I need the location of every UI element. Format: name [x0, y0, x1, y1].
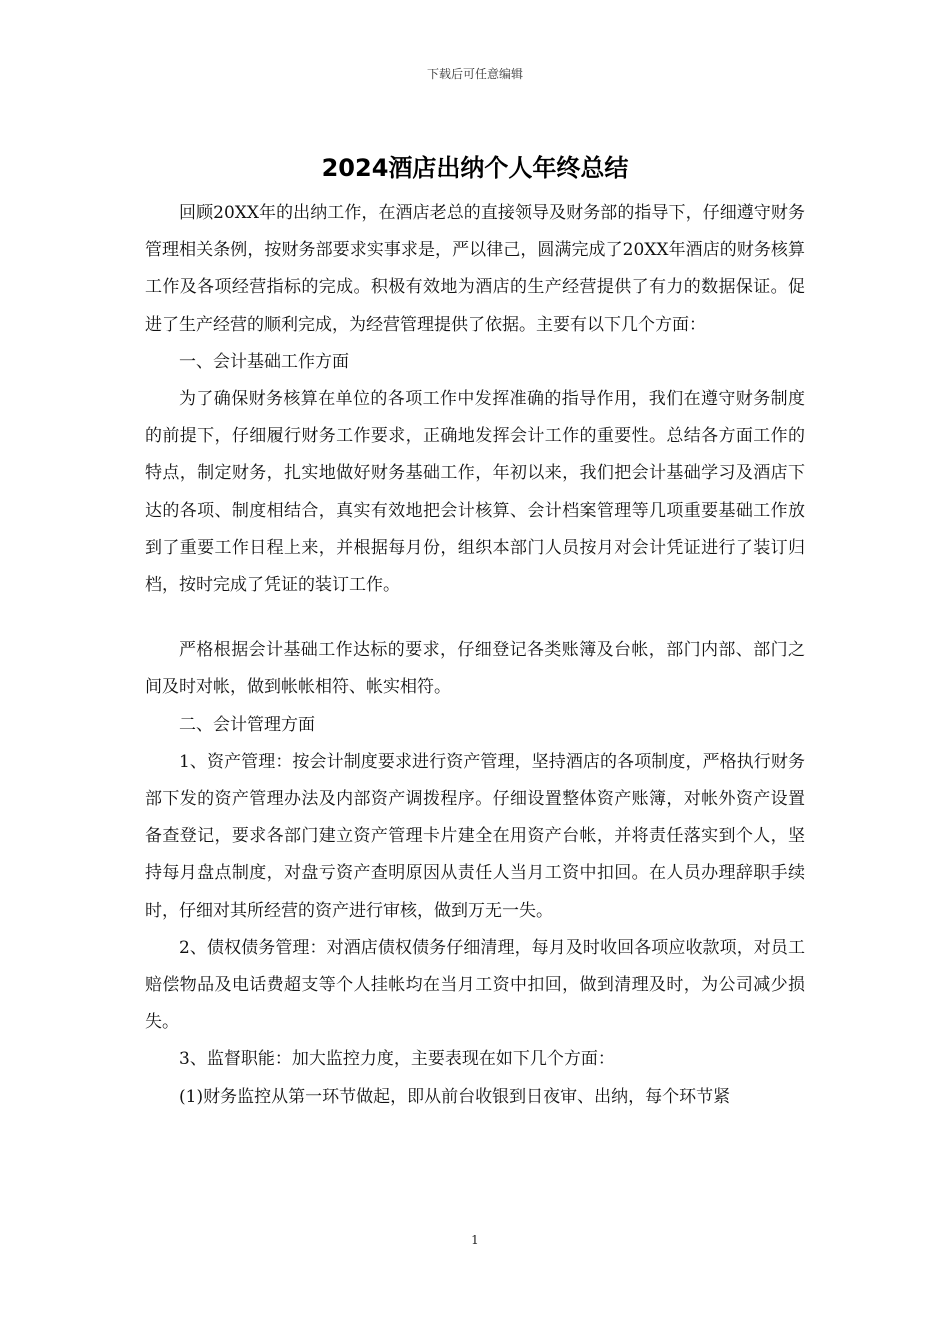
- document-body: [145, 195, 805, 1116]
- paragraph-supervision: 3、监督职能：加大监控力度，主要表现在如下几个方面：: [179, 1049, 615, 1070]
- document-title: 2024酒店出纳个人年终总结: [321, 154, 629, 182]
- paragraph-debt-management: 2、债权债务管理：对酒店债权债务仔细清理，每月及时收回各项应收款项，对员工赔偿物品及电话费超支等个人挂帐均在当月工资中扣回，做到清理及时，为公司减少损失。: [145, 937, 805, 1033]
- heading-section-1: 一、会计基础工作方面: [179, 351, 349, 372]
- paragraph-accounting-basics: 为了确保财务核算在单位的各项工作中发挥准确的指导作用，我们在遵守财务制度的前提下，仔细履行财务工作要求，正确地发挥会计工作的重要性。总结各方面工作的特点，制定财务，扎实地做好财务基础工作，年初以来，我们把会计基础学习及酒店下达的各项、制度相结合，真实有效地把会计核算、会计档案管理等几项重要基础工作放到了重要工作日程上来，并根据每月份，组织本部门人员按月对会计凭证进行了装订归档，按时完成了凭证的装订工作。: [145, 389, 805, 596]
- heading-section-2: 二、会计管理方面: [179, 714, 315, 735]
- paragraph-financial-monitoring: (1)财务监控从第一环节做起，即从前台收银到日夜审、出纳，每个环节紧: [179, 1086, 731, 1107]
- page-header: 下载后可任意编辑: [426, 67, 523, 81]
- paragraph-intro: 回顾20XX年的出纳工作，在酒店老总的直接领导及财务部的指导下，仔细遵守财务管理相关条例，按财务部要求实事求是，严以律己，圆满完成了20XX年酒店的财务核算工作及各项经营指标的完成。积极有效地为酒店的生产经营提供了有力的数据保证。促进了生产经营的顺利完成，为经营管理提供了依据。主要有以下几个方面：: [145, 203, 805, 335]
- page-number: 1: [471, 1233, 479, 1247]
- paragraph-asset-management: 1、资产管理：按会计制度要求进行资产管理，坚持酒店的各项制度，严格执行财务部下发的资产管理办法及内部资产调拨程序。仔细设置整体资产账簿，对帐外资产设置备查登记，要求各部门建立资产管理卡片建全在用资产台帐，并将责任落实到个人，坚持每月盘点制度，对盘亏资产查明原因从责任人当月工资中扣回。在人员办理辞职手续时，仔细对其所经营的资产进行审核，做到万无一失。: [145, 751, 805, 921]
- paragraph-ledger-requirements: 严格根据会计基础工作达标的要求，仔细登记各类账簿及台帐，部门内部、部门之间及时对帐，做到帐帐相符、帐实相符。: [145, 640, 805, 698]
